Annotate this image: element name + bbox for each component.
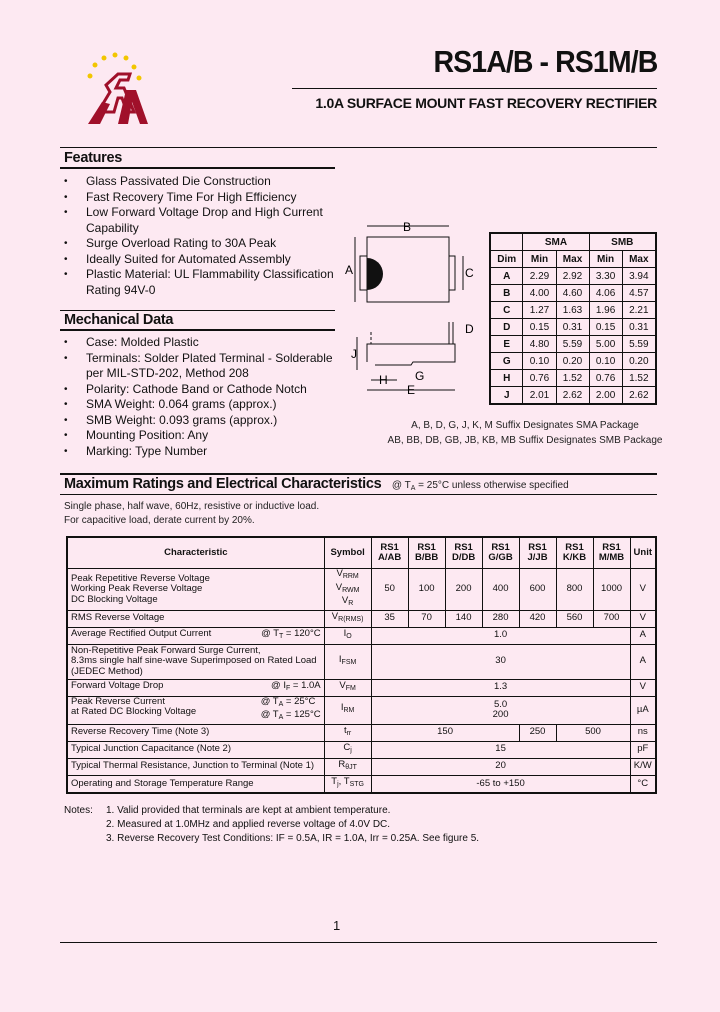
- dim-value: 0.20: [622, 353, 656, 370]
- value-line: 400: [492, 583, 509, 594]
- symbol-cell: [324, 696, 371, 724]
- symbol: [328, 569, 368, 583]
- dim-value: 5.59: [556, 336, 589, 353]
- part-prefix: RS1: [491, 541, 510, 553]
- symbol: [328, 629, 368, 643]
- dim-name: C: [490, 302, 523, 319]
- characteristic-cell: [67, 775, 324, 793]
- symbol: [328, 726, 368, 740]
- cond-text: @ T: [260, 709, 279, 720]
- symbol-cell: [324, 610, 371, 627]
- derate-note: For capacitive load, derate current by 20%.: [64, 515, 255, 526]
- characteristic-line: Typical Junction Capacitance (Note 2): [71, 743, 231, 755]
- part-prefix: RS1: [454, 541, 473, 553]
- note-item: 2. Measured at 1.0MHz and applied reverse voltage of 4.0V DC.: [106, 819, 391, 830]
- symbol-sub: FM: [345, 684, 356, 692]
- dim-value: 0.15: [589, 319, 622, 336]
- characteristic-cell: [67, 724, 324, 741]
- svg-text:A: A: [345, 263, 354, 277]
- table-row: [67, 679, 656, 696]
- cond-sub: F: [285, 684, 291, 692]
- ratings-condition: @ $T_A = 25^\circ C$ unless otherwise specified: [391, 480, 569, 492]
- dim-value: 4.57: [622, 285, 656, 302]
- unit-cell: A: [630, 644, 656, 679]
- column-header: Max: [622, 251, 656, 268]
- header-characteristic: Characteristic: [67, 537, 324, 569]
- symbol-base: , T: [338, 776, 350, 787]
- characteristic-cell: [67, 627, 324, 644]
- condition-line: [261, 710, 321, 724]
- characteristic-cell: [67, 644, 324, 679]
- characteristic-cell: [67, 679, 324, 696]
- cond-text: @ T: [261, 627, 279, 639]
- symbol-sub: STG: [349, 781, 364, 788]
- value-line: 1.0: [493, 629, 508, 641]
- blank-cell: [490, 233, 523, 251]
- value-line: 15: [495, 743, 506, 755]
- dim-name: H: [490, 370, 523, 387]
- symbol: [328, 612, 368, 626]
- table-header: [67, 537, 656, 569]
- header-row: [67, 537, 656, 569]
- value-line: 50: [384, 583, 395, 594]
- part-suffix: K/KB: [562, 552, 587, 563]
- feature-item: • Ideally Suited for Automated Assembly: [64, 252, 334, 268]
- symbol-base: t: [343, 724, 347, 736]
- symbol-base: V: [341, 595, 349, 606]
- value-cell: [408, 610, 445, 627]
- part-suffix: A/AB: [377, 552, 402, 563]
- header-symbol: Symbol: [324, 537, 371, 569]
- unit-cell: A: [630, 627, 656, 644]
- symbol-cell: [324, 758, 371, 775]
- header-part: [593, 537, 630, 569]
- value-line: 500: [585, 726, 601, 738]
- symbol-sub: RWM: [342, 586, 360, 594]
- symbol-sub: θJT: [345, 763, 357, 771]
- symbol-sub: j: [350, 746, 352, 754]
- characteristic-line: Peak Repetitive Reverse Voltage: [71, 572, 210, 584]
- value-line: -65 to +150: [476, 777, 525, 789]
- table-row: [490, 302, 656, 319]
- svg-text:C: C: [465, 266, 474, 280]
- symbol: [328, 760, 368, 774]
- table-row: [67, 644, 656, 679]
- characteristic-line: (JEDEC Method): [71, 665, 143, 677]
- symbol-cell: [324, 569, 371, 611]
- cond-text: = 125°C: [283, 709, 321, 720]
- characteristic-line: Average Rectified Output Current: [71, 627, 212, 639]
- cond-text: @ I: [271, 679, 286, 691]
- cond-sub: A: [278, 700, 284, 708]
- dim-value: 0.31: [556, 319, 589, 336]
- ratings-table: [66, 536, 657, 794]
- note-item: 3. Reverse Recovery Test Conditions: IF = 0.5A, IR = 1.0A, Irr = 0.25A. See figure 5.: [106, 833, 480, 844]
- svg-text:E: E: [407, 383, 416, 397]
- feature-item: • Glass Passivated Die Construction: [64, 174, 334, 190]
- characteristic-line: Non-Repetitive Peak Forward Surge Current,: [71, 644, 261, 656]
- value-cell: [371, 724, 519, 741]
- dim-value: 0.76: [523, 370, 556, 387]
- table-row: [67, 610, 656, 627]
- characteristic-line: Typical Thermal Resistance, Junction to Terminal (Note 1): [71, 760, 315, 772]
- symbol-cell: [324, 724, 371, 741]
- symbol-base: V: [336, 568, 343, 579]
- svg-text:J: J: [351, 347, 357, 361]
- value-line: 560: [566, 612, 583, 624]
- value-cell: [519, 569, 556, 611]
- symbol-sub: O: [346, 632, 352, 640]
- value-line: 1.3: [493, 681, 508, 693]
- column-header: Min: [589, 251, 622, 268]
- dim-value: 1.52: [556, 370, 589, 387]
- column-header: Min: [523, 251, 556, 268]
- symbol-cell: [324, 741, 371, 758]
- symbol: [328, 681, 368, 695]
- symbol-cell: [324, 644, 371, 679]
- part-suffix: B/BB: [414, 552, 439, 563]
- value-line: 250: [529, 726, 546, 738]
- feature-item: • Plastic Material: UL Flammability Classification Rating 94V-0: [64, 267, 334, 298]
- header-part: [556, 537, 593, 569]
- dim-column-header: [490, 251, 656, 268]
- value-line: 30: [495, 655, 506, 667]
- cond-text: = 120°C: [283, 627, 321, 639]
- column-header: Max: [556, 251, 589, 268]
- feature-item: • Low Forward Voltage Drop and High Current Capability: [64, 205, 334, 236]
- package-group: SMB: [589, 233, 656, 251]
- dim-value: 1.63: [556, 302, 589, 319]
- symbol: [328, 655, 368, 669]
- table-row: [490, 370, 656, 387]
- header-part: [519, 537, 556, 569]
- value-cell: [371, 741, 630, 758]
- page-number: 1: [333, 918, 341, 933]
- condition-line: [261, 629, 321, 643]
- value-line: 800: [566, 583, 583, 594]
- unit-cell: pF: [630, 741, 656, 758]
- column-header: Dim: [490, 251, 523, 268]
- value-line: 100: [418, 583, 435, 594]
- unit-cell: V: [630, 679, 656, 696]
- dim-value: 4.06: [589, 285, 622, 302]
- mechanical-item: • Polarity: Cathode Band or Cathode Notch: [64, 382, 334, 398]
- svg-text:D: D: [465, 322, 474, 336]
- header-part: [408, 537, 445, 569]
- page-title: RS1A/B - RS1M/B: [433, 44, 657, 79]
- symbol-sub: j: [337, 781, 339, 788]
- symbol-cell: [324, 775, 371, 793]
- value-cell: [408, 569, 445, 611]
- dim-value: 0.76: [589, 370, 622, 387]
- value-cell: [556, 610, 593, 627]
- condition: [261, 697, 321, 724]
- part-suffix: D/DB: [451, 552, 476, 563]
- dim-value: 1.96: [589, 302, 622, 319]
- dim-value: 2.62: [622, 387, 656, 405]
- value-line: 150: [437, 726, 453, 738]
- package-group: SMA: [523, 233, 589, 251]
- mechanical-item: • Case: Molded Plastic: [64, 335, 334, 351]
- value-cell: [482, 610, 519, 627]
- value-line: 5.0: [493, 698, 508, 710]
- unit-cell: °C: [630, 775, 656, 793]
- dim-group-header: [490, 233, 656, 251]
- symbol: [328, 703, 368, 717]
- table-row: [490, 387, 656, 405]
- characteristic-line: Working Peak Reverse Voltage: [71, 583, 203, 594]
- unit-cell: µA: [630, 696, 656, 724]
- mechanical-list: [64, 335, 334, 459]
- characteristic-cell: [67, 610, 324, 627]
- mechanical-item: • SMA Weight: 0.064 grams (approx.): [64, 397, 334, 413]
- feature-item: • Fast Recovery Time For High Efficiency: [64, 190, 334, 206]
- symbol-sub: RRM: [342, 573, 359, 580]
- symbol-base: V: [339, 679, 346, 691]
- symbol: [339, 776, 364, 787]
- value-line: 1000: [600, 583, 623, 594]
- dim-value: 3.30: [589, 268, 622, 285]
- dim-value: 4.00: [523, 285, 556, 302]
- cond-sub: A: [278, 714, 284, 721]
- header-part: [445, 537, 482, 569]
- cond-sub: T: [279, 632, 284, 640]
- company-logo: [80, 52, 160, 132]
- value-cell: [519, 724, 556, 741]
- value-line: 600: [529, 583, 546, 594]
- mechanical-heading: Mechanical Data: [64, 312, 174, 328]
- table-row: [67, 758, 656, 775]
- table-row: [67, 724, 656, 741]
- unit-cell: ns: [630, 724, 656, 741]
- mechanical-item: • Marking: Type Number: [64, 444, 334, 460]
- cond-text: = 25°C: [283, 695, 316, 707]
- dim-value: 5.59: [622, 336, 656, 353]
- notes-label: Notes:: [64, 805, 93, 816]
- symbol-sub: rr: [346, 729, 352, 737]
- smb-suffix-note: AB, BB, DB, GB, JB, KB, MB Suffix Designates SMB Package: [387, 435, 663, 446]
- symbol-base: V: [335, 581, 343, 593]
- cond-text: = 1.0A: [290, 679, 321, 691]
- symbol: [331, 776, 338, 787]
- characteristic-cell: [67, 696, 324, 724]
- value-cell: [556, 569, 593, 611]
- notes-list: [106, 804, 479, 846]
- dim-value: 4.60: [556, 285, 589, 302]
- unit-cell: V: [630, 569, 656, 611]
- dim-value: 0.10: [523, 353, 556, 370]
- characteristic-line: at Rated DC Blocking Voltage: [71, 706, 197, 717]
- value-cell: [445, 610, 482, 627]
- symbol-sub: FSM: [341, 658, 357, 666]
- dim-name: E: [490, 336, 523, 353]
- dim-value: 0.10: [589, 353, 622, 370]
- symbol-base: V: [331, 610, 339, 622]
- page-subtitle: 1.0A SURFACE MOUNT FAST RECOVERY RECTIFIER: [315, 95, 657, 111]
- value-line: 35: [384, 612, 395, 624]
- table-row: [490, 268, 656, 285]
- symbol-sub: RM: [343, 707, 355, 715]
- header-part: [482, 537, 519, 569]
- symbol-base: C: [343, 741, 351, 753]
- header-part: [371, 537, 408, 569]
- dim-name: G: [490, 353, 523, 370]
- value-cell: [482, 569, 519, 611]
- condition-line: [261, 697, 321, 711]
- characteristic-line: Reverse Recovery Time (Note 3): [71, 726, 210, 738]
- characteristic-line: 8.3ms single half sine-wave Superimposed on Rated Load: [71, 655, 317, 667]
- unit-cell: V: [630, 610, 656, 627]
- part-prefix: RS1: [417, 541, 436, 553]
- symbol-base: I: [338, 653, 342, 665]
- part-prefix: RS1: [565, 541, 584, 553]
- value-cell: [593, 610, 630, 627]
- table-row: [490, 336, 656, 353]
- symbol: [328, 583, 368, 597]
- part-suffix: G/GB: [488, 552, 513, 563]
- symbol: [328, 596, 368, 610]
- dim-value: 2.92: [556, 268, 589, 285]
- value-line: 200: [492, 709, 509, 720]
- symbol-sub: R(RMS): [338, 615, 364, 623]
- value-cell: [371, 610, 408, 627]
- condition: [261, 629, 321, 643]
- load-note: Single phase, half wave, 60Hz, resistive or inductive load.: [64, 501, 320, 512]
- value-cell: [371, 627, 630, 644]
- table-row: [490, 319, 656, 336]
- symbol-sub: R: [348, 600, 354, 607]
- unit-cell: K/W: [630, 758, 656, 775]
- value-line: 420: [529, 612, 546, 624]
- symbol-base: I: [340, 702, 344, 714]
- symbol-base: I: [343, 627, 347, 639]
- symbol-base: T: [331, 776, 338, 787]
- dim-name: B: [490, 285, 523, 302]
- dimensions-table: [489, 232, 657, 405]
- table-row: [67, 741, 656, 758]
- svg-text:H: H: [379, 373, 388, 387]
- value-cell: [556, 724, 630, 741]
- cond-text: @ T: [260, 695, 279, 707]
- table-row: [67, 775, 656, 793]
- mechanical-item: • Mounting Position: Any: [64, 428, 334, 444]
- value-line: 700: [603, 612, 620, 624]
- dim-value: 2.62: [556, 387, 589, 405]
- dim-value: 5.00: [589, 336, 622, 353]
- value-line: 70: [421, 612, 432, 624]
- dim-value: 2.29: [523, 268, 556, 285]
- dim-name: D: [490, 319, 523, 336]
- features-list: [64, 174, 334, 298]
- symbol-base: R: [338, 758, 346, 770]
- dim-value: 2.01: [523, 387, 556, 405]
- value-cell: [371, 758, 630, 775]
- dim-value: 2.00: [589, 387, 622, 405]
- ratings-heading: Maximum Ratings and Electrical Characteristics: [64, 476, 382, 492]
- value-cell: [593, 569, 630, 611]
- dim-value: 1.52: [622, 370, 656, 387]
- part-prefix: RS1: [380, 541, 399, 553]
- value-cell: [519, 610, 556, 627]
- dim-name: A: [490, 268, 523, 285]
- sma-suffix-note: A, B, D, G, J, K, M Suffix Designates SMA Package: [411, 420, 639, 431]
- table-row: [490, 353, 656, 370]
- part-suffix: J/JB: [527, 552, 548, 563]
- dim-value: 0.20: [556, 353, 589, 370]
- value-cell: [371, 775, 630, 793]
- dim-value: 3.94: [622, 268, 656, 285]
- table-row: [67, 569, 656, 611]
- header-unit: Unit: [630, 537, 656, 569]
- table-row: [67, 627, 656, 644]
- dim-value: 0.31: [622, 319, 656, 336]
- characteristic-cell: [67, 758, 324, 775]
- value-line: 20: [495, 760, 506, 772]
- value-cell: [371, 679, 630, 696]
- symbol: [328, 743, 368, 757]
- characteristic-line: DC Blocking Voltage: [71, 593, 158, 605]
- value-line: 140: [455, 612, 472, 624]
- dim-name: J: [490, 387, 523, 405]
- value-cell: [371, 644, 630, 679]
- characteristic-line: RMS Reverse Voltage: [71, 612, 165, 624]
- symbol-cell: [324, 679, 371, 696]
- dim-value: 4.80: [523, 336, 556, 353]
- package-outline-diagram: [345, 222, 490, 402]
- dim-label-b: B: [403, 222, 412, 234]
- value-cell: [371, 569, 408, 611]
- features-heading: Features: [64, 150, 123, 166]
- dim-value: 0.15: [523, 319, 556, 336]
- value-cell: [445, 569, 482, 611]
- characteristic-line: Peak Reverse Current: [71, 695, 165, 707]
- characteristic-line: Operating and Storage Temperature Range: [71, 777, 254, 789]
- dim-value: 2.21: [622, 302, 656, 319]
- mechanical-item: • Terminals: Solder Plated Terminal - Solderable per MIL-STD-202, Method 208: [64, 351, 334, 382]
- characteristic-line: Forward Voltage Drop: [71, 679, 164, 691]
- condition: [271, 681, 321, 695]
- value-cell: [371, 696, 630, 724]
- dim-value: 1.27: [523, 302, 556, 319]
- part-prefix: RS1: [602, 541, 621, 553]
- value-line: 200: [455, 583, 472, 594]
- divider: [60, 147, 657, 148]
- table-row: [67, 696, 656, 724]
- feature-item: • Surge Overload Rating to 30A Peak: [64, 236, 334, 252]
- condition-line: [271, 681, 321, 695]
- characteristic-cell: [67, 569, 324, 611]
- note-item: 1. Valid provided that terminals are kept at ambient temperature.: [106, 805, 391, 816]
- mechanical-item: • SMB Weight: 0.093 grams (approx.): [64, 413, 334, 429]
- part-prefix: RS1: [528, 541, 547, 553]
- value-line: 280: [492, 612, 509, 624]
- table-row: [490, 285, 656, 302]
- svg-text:G: G: [415, 369, 425, 383]
- symbol-cell: [324, 627, 371, 644]
- characteristic-cell: [67, 741, 324, 758]
- part-suffix: M/MB: [598, 552, 625, 563]
